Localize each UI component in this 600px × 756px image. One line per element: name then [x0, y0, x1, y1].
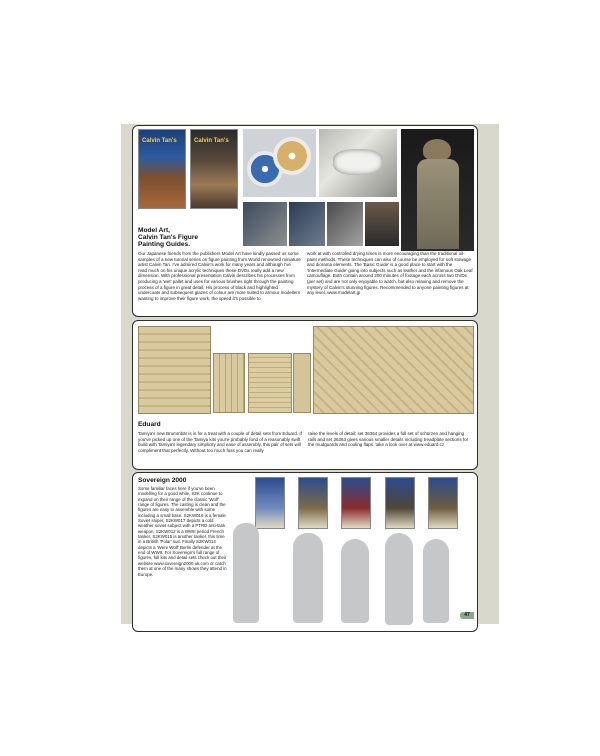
- painting-step-photo-2: [289, 202, 325, 246]
- box-art-4: [385, 477, 415, 529]
- resin-figure-sniper: [385, 533, 413, 625]
- painted-figure-photo: [401, 129, 474, 251]
- panel-eduard: [132, 320, 478, 470]
- resin-figure-werewolf: [423, 539, 449, 623]
- photo-etch-fret-3: [248, 353, 292, 413]
- panel-heading: Eduard: [138, 421, 161, 428]
- panel-model-art: [132, 125, 478, 317]
- dvd-discs-photo: [243, 129, 316, 197]
- photo-etch-fret-1: [138, 326, 211, 414]
- panel-sovereign: [132, 472, 478, 632]
- dvd-cover-title: Calvin Tan's: [194, 138, 229, 144]
- box-art-3: [341, 477, 371, 529]
- resin-figure-tanker: [293, 533, 323, 623]
- box-art-5: [428, 477, 458, 529]
- calvin-tan-photo: [365, 202, 399, 246]
- dvd-cover-title: Calvin Tan's: [142, 138, 177, 144]
- body-text-col2: raise the levels of detail; set 36364 provides a full set of schürzen and hanging rails and set 36363 gives various smaller details including treadplate sections for the mudguards and cooling flaps. take a look over at www.eduard.cz: [308, 431, 469, 448]
- body-text-col1: Our Japanese friends from the publishers Model Art have kindly passed us some samples of a new tutorial series on figure painting from World renowned miniature artist Calvin Tan. I've admired Calvin's work for many years and although I've read much on his unique acrylic techniques these DVDs really add a new dimension. With professional presentation Calvin describes his processes from producing a 'wet' pallet and uses for various brushes right through the painting process of a figure in great detail. His process of black and highlighted undercoats and subsequent glazes of colour are more suited to armour modellers wanting to improve their figure work, the speed it's possible to: [138, 251, 301, 301]
- panel-heading: Sovereign 2000: [138, 477, 187, 484]
- body-text-col2: work at with controlled drying times is more encouraging than the traditional oil-paint methods. These techniques can also of course be employed for soft stowage and diorama elements. The 'Basic Guide' is a good place to start with the 'Intermediate Guide' going into subjects such as leather and the infamous Oak Leaf camouflage. Both contain around 200 minutes of footage each across two DVDs (per set) and are not only enjoyable to watch, but also relaxing and remove the mystery of Calvin's stunning figures. Recommended to anyone painting figures at any level, www.modelart.jp: [307, 251, 473, 296]
- body-text: Some familiar faces here if you've been modelling for a good while, S2K continue to expand on their range of the classic 'Wolf' range of figures. The casting is clean and the figures are easy to assemble with some including a small base. S2KW016 is a female Soviet sniper, S2KW017 depicts a cold weather soviet subject with a PTRD anti-tank weapon, S2KW012 is a WWII period French tanker, S2KW015 is another tanker, this time in a British 'Polar' suit. Finally S2KW014 depicts a 'Were Wolf' Berlin defender at the end of WWII. For Sovereign's full range of figures, full kits and detail sets check out their website www.sovereign2000.uk.com or catch them at one of the many shows they attend in Europe.: [138, 486, 227, 577]
- photo-etch-fret-4: [293, 353, 311, 413]
- resin-figure-soviet: [233, 523, 259, 623]
- page-number: 47: [460, 612, 474, 619]
- photo-etch-fret-2: [213, 353, 245, 413]
- body-text-col1: Tamiya's new Brummbär is in for a treat with a couple of detail sets from Eduard. If you've picked up one of the Tamiya kits you're probably fond of a reasonably swift build with Tamiya's legendary simplicity and ease of assembly, this pair of sets will compliment that perfectly. Without too much fuss you can really: [138, 431, 302, 453]
- photo-etch-fret-large: [313, 326, 474, 414]
- dvd-cover-basic: [138, 129, 186, 209]
- panel-heading: Model Art, Calvin Tan's Figure Painting Guides.: [138, 227, 199, 249]
- box-art-1: [255, 477, 285, 529]
- resin-figure-polar: [341, 539, 369, 623]
- dvd-cover-intermediate: [190, 129, 238, 209]
- painting-step-photo-1: [243, 202, 287, 246]
- painting-step-photo-3: [327, 202, 363, 246]
- box-art-2: [298, 477, 328, 529]
- paint-palette-photo: [319, 129, 397, 197]
